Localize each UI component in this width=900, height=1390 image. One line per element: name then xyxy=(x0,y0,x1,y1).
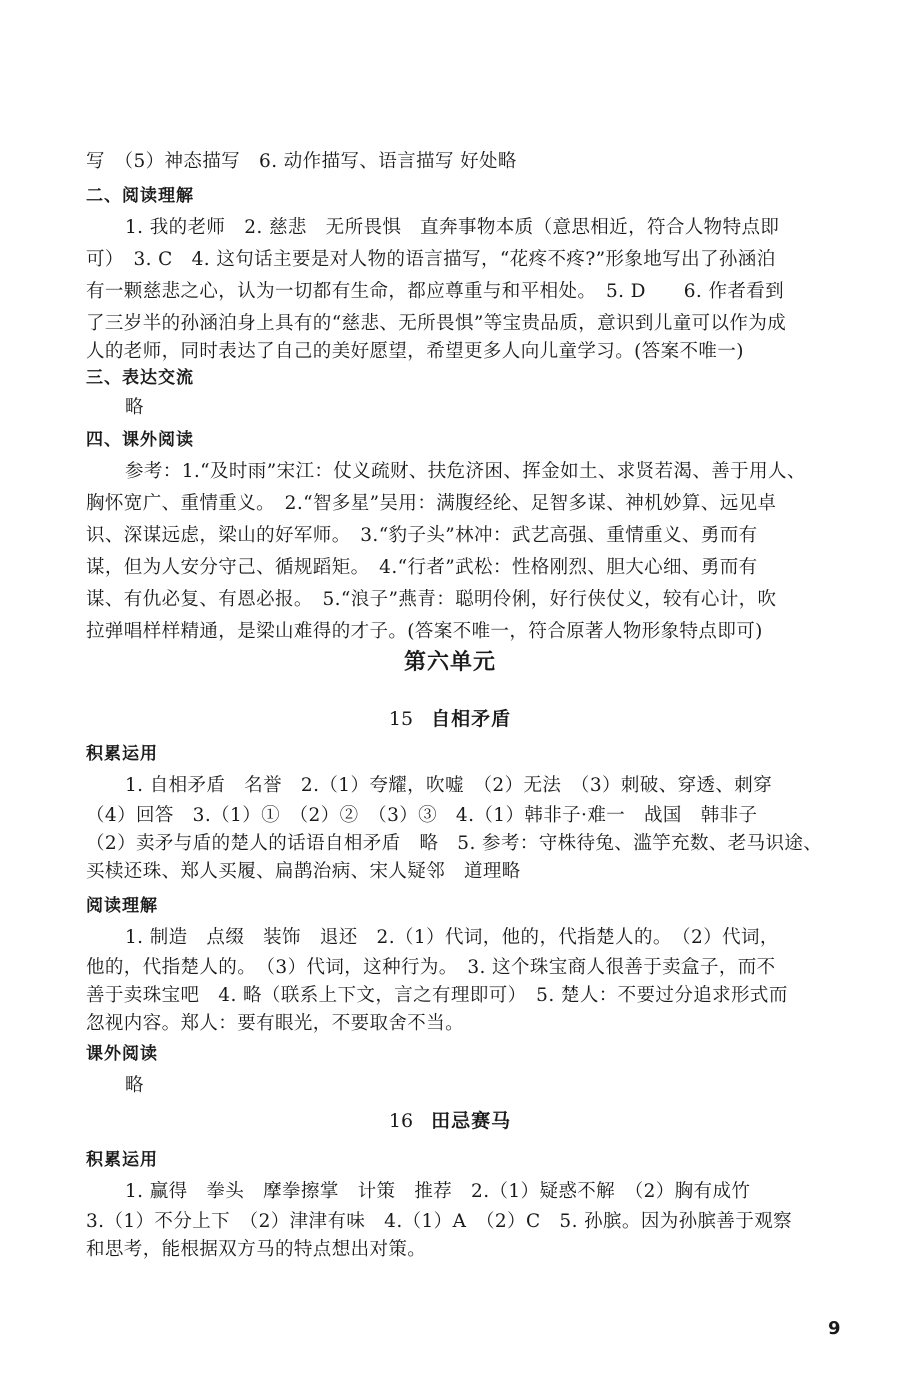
text-line: 和思考，能根据双方马的特点想出对策。 xyxy=(86,1239,427,1260)
page-number: 9 xyxy=(828,1318,841,1339)
text-line: 3.（1）不分上下 （2）津津有味 4.（1）A （2）C 5. 孙膑。因为孙膑善于观察 xyxy=(86,1211,793,1232)
text-line: 略 xyxy=(125,1075,144,1096)
text-line: 有一颗慈悲之心，认为一切都有生命，都应尊重与和平相处。 5. D 6. 作者看到 xyxy=(86,281,785,302)
lesson-name: 自相矛盾 xyxy=(431,708,512,730)
text-line: 可） 3. C 4. 这句话主要是对人物的语言描写，“花疼不疼?”形象地写出了孙涵泊 xyxy=(86,249,776,270)
text-line: 参考：1.“及时雨”宋江：仗义疏财、扶危济困、挥金如土、求贤若渴、善于用人、 xyxy=(125,461,806,482)
text-line: 忽视内容。郑人：要有眼光，不要取舍不当。 xyxy=(86,1013,465,1034)
text-line: （2）卖矛与盾的楚人的话语自相矛盾 略 5. 参考：守株待兔、滥竽充数、老马识途、 xyxy=(86,833,823,854)
section-heading-expression: 三、表达交流 xyxy=(86,368,194,388)
lesson-number: 16 xyxy=(388,1110,414,1132)
subsection-heading-accumulate: 积累运用 xyxy=(86,744,158,764)
lesson-number: 15 xyxy=(388,708,414,730)
unit-title: 第六单元 xyxy=(403,650,496,675)
section-heading-reading: 二、阅读理解 xyxy=(86,186,194,206)
text-line: 1. 赢得 拳头 摩拳擦掌 计策 推荐 2.（1）疑惑不解 （2）胸有成竹 xyxy=(125,1181,751,1202)
text-line: 1. 自相矛盾 名誉 2.（1）夸耀，吹嘘 （2）无法 （3）刺破、穿透、刺穿 xyxy=(125,775,773,796)
text-line: 他的，代指楚人的。 （3）代词，这种行为。 3. 这个珠宝商人很善于卖盒子，而不 xyxy=(86,957,776,978)
text-line: 善于卖珠宝吧 4. 略（联系上下文，言之有理即可） 5. 楚人：不要过分追求形式而 xyxy=(86,985,788,1006)
continued-answer-line: 写 （5）神态描写 6. 动作描写、语言描写 好处略 xyxy=(86,151,517,172)
text-line: 人的老师，同时表达了自己的美好愿望，希望更多人向儿童学习。(答案不唯一) xyxy=(86,341,744,362)
subsection-heading-outside-reading: 课外阅读 xyxy=(86,1044,158,1064)
text-line: 谋、有仇必复、有恩必报。 5.“浪子”燕青：聪明伶俐，好行侠仗义，较有心计，吹 xyxy=(86,589,777,610)
text-line: 胸怀宽广、重情重义。 2.“智多星”吴用：满腹经纶、足智多谋、神机妙算、远见卓 xyxy=(86,493,777,514)
text-line: 谋，但为人安分守己、循规蹈矩。 4.“行者”武松：性格刚烈、胆大心细、勇而有 xyxy=(86,557,758,578)
text-line: 了三岁半的孙涵泊身上具有的“慈悲、无所畏惧”等宝贵品质，意识到儿童可以作为成 xyxy=(86,313,787,334)
text-line: 1. 我的老师 2. 慈悲 无所畏惧 直奔事物本质（意思相近，符合人物特点即 xyxy=(125,217,780,238)
section-heading-outside-reading: 四、课外阅读 xyxy=(86,430,194,450)
lesson-title-16 xyxy=(0,1108,900,1134)
subsection-heading-accumulate: 积累运用 xyxy=(86,1150,158,1170)
text-line: 略 xyxy=(125,397,144,418)
text-line: 1. 制造 点缀 装饰 退还 2.（1）代词，他的，代指楚人的。 （2）代词， xyxy=(125,927,779,948)
text-line: 拉弹唱样样精通，是梁山难得的才子。(答案不唯一，符合原著人物形象特点即可) xyxy=(86,621,763,642)
lesson-name: 田忌赛马 xyxy=(431,1110,512,1132)
text-line: （4）回答 3.（1）① （2）② （3）③ 4.（1）韩非子·难一 战国 韩非子 xyxy=(86,805,758,826)
text-line: 买椟还珠、郑人买履、扁鹊治病、宋人疑邻 道理略 xyxy=(86,861,521,882)
subsection-heading-reading: 阅读理解 xyxy=(86,896,158,916)
text-line: 识、深谋远虑，梁山的好军师。 3.“豹子头”林冲：武艺高强、重情重义、勇而有 xyxy=(86,525,758,546)
lesson-title-15 xyxy=(0,706,900,732)
